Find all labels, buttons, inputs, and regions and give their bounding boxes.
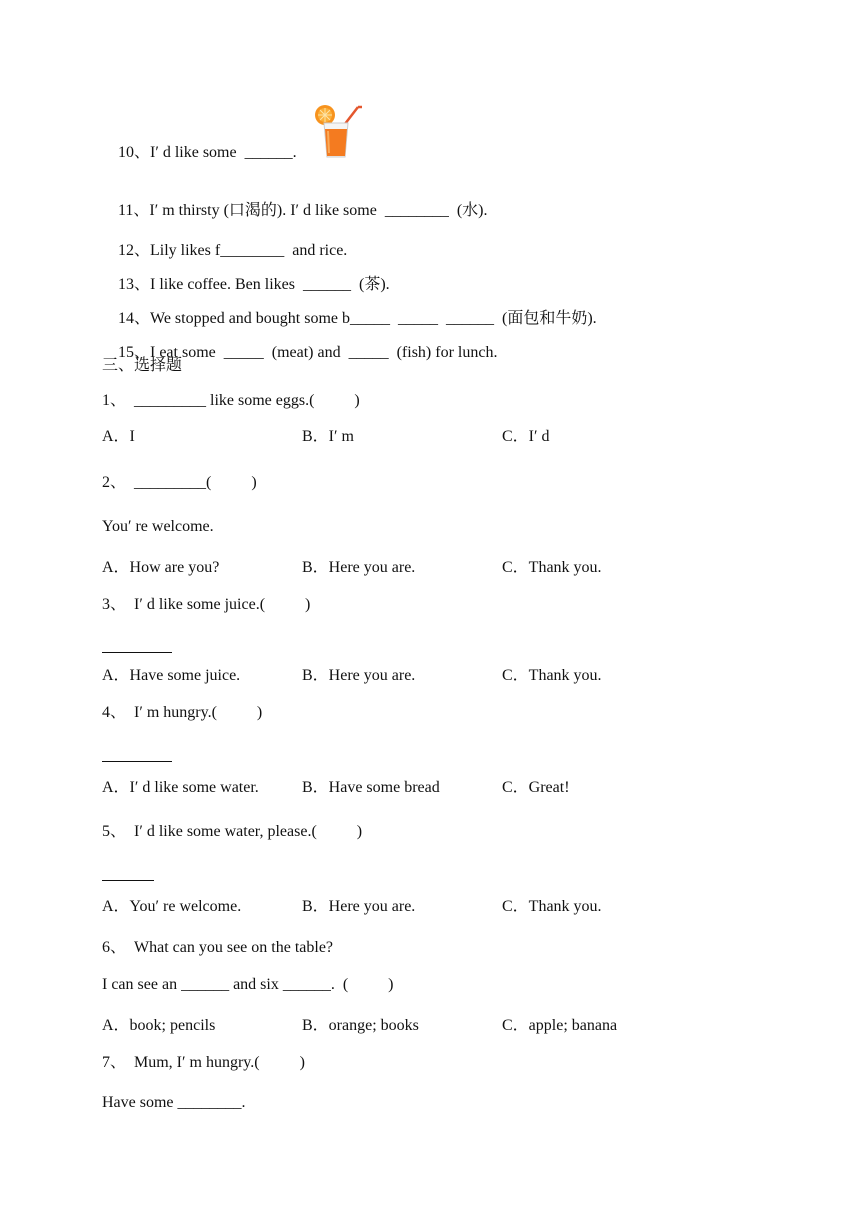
q5-option-a[interactable]: A．You′ re welcome. [102,898,242,915]
q6-option-c[interactable]: C．apple; banana [502,1017,618,1034]
fill-item-text: 10、I′ d like some ______. [118,144,297,161]
q6-option-b[interactable]: B．orange; books [302,1017,419,1034]
q3-option-c[interactable]: C．Thank you. [502,667,602,684]
question-7-sentence: Have some ________. [102,1094,246,1111]
q2-option-b[interactable]: B．Here you are. [302,559,416,576]
question-3: 3、 I′ d like some juice.( ) [102,596,311,613]
answer-line [102,652,172,653]
q2-option-a[interactable]: A．How are you? [102,559,220,576]
q2-option-c[interactable]: C．Thank you. [502,559,602,576]
q4-option-b[interactable]: B．Have some bread [302,779,440,796]
question-2-response: You′ re welcome. [102,518,214,535]
question-1: 1、 _________ like some eggs.( ) [102,392,360,409]
fill-item-text: 15、I eat some _____ (meat) and _____ (fish) for lunch. [118,344,498,361]
question-2: 2、 _________( ) [102,474,257,491]
answer-line [102,880,154,881]
q5-option-b[interactable]: B．Here you are. [302,898,416,915]
q4-option-a[interactable]: A．I′ d like some water. [102,779,259,796]
question-5: 5、 I′ d like some water, please.( ) [102,823,363,840]
fill-item-text: 14、We stopped and bought some b_____ _____ ______ (面包和牛奶). [118,310,597,327]
q3-option-a[interactable]: A．Have some juice. [102,667,241,684]
q1-option-a[interactable]: A．I [102,428,135,445]
question-6: 6、 What can you see on the table? [102,939,334,956]
question-4: 4、 I′ m hungry.( ) [102,704,263,721]
answer-line [102,761,172,762]
q3-option-b[interactable]: B．Here you are. [302,667,416,684]
q1-option-b[interactable]: B．I′ m [302,428,354,445]
orange-juice-glass-icon [312,103,362,159]
q6-option-a[interactable]: A．book; pencils [102,1017,216,1034]
q4-option-c[interactable]: C．Great! [502,779,570,796]
question-7: 7、 Mum, I′ m hungry.( ) [102,1054,305,1071]
fill-item-text: 12、Lily likes f________ and rice. [118,242,348,259]
q1-option-c[interactable]: C．I′ d [502,428,550,445]
fill-item-10 [102,123,297,183]
q5-option-c[interactable]: C．Thank you. [502,898,602,915]
fill-item-text: 13、I like coffee. Ben likes ______ (茶). [118,276,390,293]
section-heading: 三、选择题 [102,357,183,374]
question-6-sentence: I can see an ______ and six ______. ( ) [102,976,394,993]
fill-item-text: 11、I′ m thirsty (口渴的). I′ d like some ________ (水). [118,202,488,219]
